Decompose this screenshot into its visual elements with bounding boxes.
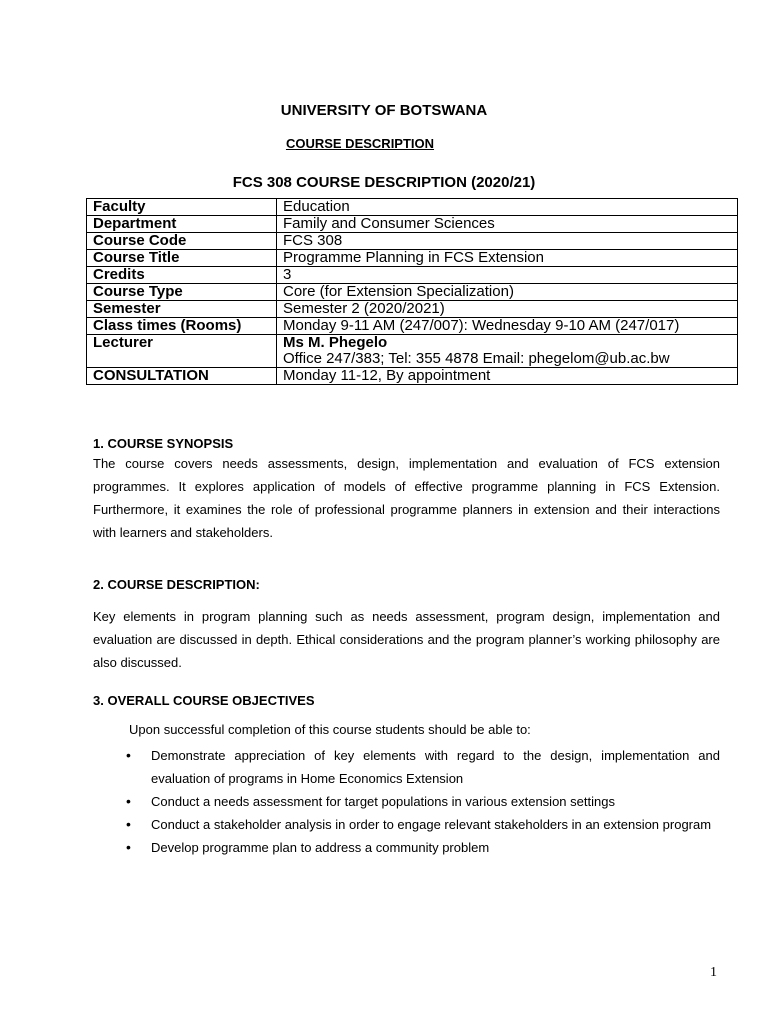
table-row-course-type bbox=[87, 284, 738, 301]
department-label: Department bbox=[87, 216, 277, 233]
credits-value: 3 bbox=[277, 267, 738, 284]
table-row-lecturer bbox=[87, 335, 738, 368]
objective-text: Develop programme plan to address a community problem bbox=[151, 840, 490, 855]
credits-label: Credits bbox=[87, 267, 277, 284]
course-title-value: Programme Planning in FCS Extension bbox=[277, 250, 738, 267]
list-item bbox=[93, 790, 720, 813]
course-type-label: Course Type bbox=[87, 284, 277, 301]
course-synopsis-heading: 1. COURSE SYNOPSIS bbox=[93, 436, 234, 451]
course-type-value: Core (for Extension Specialization) bbox=[277, 284, 738, 301]
course-objectives-intro: Upon successful completion of this course students should be able to: bbox=[129, 722, 531, 737]
semester-value: Semester 2 (2020/2021) bbox=[277, 301, 738, 318]
table-row-consultation bbox=[87, 368, 738, 385]
course-info-table bbox=[86, 198, 738, 385]
semester-label: Semester bbox=[87, 301, 277, 318]
consultation-value: Monday 11-12, By appointment bbox=[277, 368, 738, 385]
course-description-heading: 2. COURSE DESCRIPTION: bbox=[93, 577, 260, 592]
course-objectives-heading: 3. OVERALL COURSE OBJECTIVES bbox=[93, 693, 315, 708]
university-name: UNIVERSITY OF BOTSWANA bbox=[280, 102, 488, 119]
objective-text: Conduct a needs assessment for target populations in various extension settings bbox=[151, 794, 615, 809]
table-row-credits bbox=[87, 267, 738, 284]
table-row-course-code bbox=[87, 233, 738, 250]
bullet-icon: • bbox=[126, 793, 131, 809]
class-times-value: Monday 9-11 AM (247/007): Wednesday 9-10 AM (247/017) bbox=[277, 318, 738, 335]
bullet-icon: • bbox=[126, 816, 131, 832]
lecturer-name: Ms M. Phegelo bbox=[283, 334, 388, 351]
consultation-label: CONSULTATION bbox=[87, 368, 277, 385]
class-times-label: Class times (Rooms) bbox=[87, 318, 277, 335]
bullet-icon: • bbox=[126, 747, 131, 763]
faculty-value: Education bbox=[277, 199, 738, 216]
department-value: Family and Consumer Sciences bbox=[277, 216, 738, 233]
objective-text: Conduct a stakeholder analysis in order to engage relevant stakeholders in an extension program bbox=[151, 817, 712, 832]
lecturer-contact: Office 247/383; Tel: 355 4878 Email: phegelom@ub.ac.bw bbox=[283, 350, 670, 367]
table-row-class-times bbox=[87, 318, 738, 335]
list-item bbox=[93, 813, 720, 836]
table-row-course-title bbox=[87, 250, 738, 267]
list-item bbox=[93, 744, 720, 790]
list-item bbox=[93, 836, 720, 859]
document-subtitle: COURSE DESCRIPTION bbox=[285, 136, 435, 151]
course-code-value: FCS 308 bbox=[277, 233, 738, 250]
faculty-label: Faculty bbox=[87, 199, 277, 216]
bullet-icon: • bbox=[126, 839, 131, 855]
objectives-list bbox=[93, 744, 720, 859]
course-title-label: Course Title bbox=[87, 250, 277, 267]
course-description-text: Key elements in program planning such as needs assessment, program design, implementation and evaluation are discussed in depth. Ethical considerations and the program planner’s working philosophy are also discussed. bbox=[93, 609, 720, 670]
course-heading: FCS 308 COURSE DESCRIPTION (2020/21) bbox=[232, 174, 536, 191]
course-synopsis-text: The course covers needs assessments, design, implementation and evaluation of FCS extension programmes. It explores application of models of effective programme planning in FCS Extension. Furthermore, it examines the role of professional programme planners in extension and their interactions with learners and stakeholders. bbox=[93, 456, 720, 540]
objective-text: Demonstrate appreciation of key elements with regard to the design, implementation and evaluation of programs in Home Economics Extension bbox=[151, 748, 720, 786]
page-number: 1 bbox=[710, 965, 717, 980]
lecturer-label: Lecturer bbox=[87, 335, 277, 368]
table-row-semester bbox=[87, 301, 738, 318]
table-row-department bbox=[87, 216, 738, 233]
table-row-faculty bbox=[87, 199, 738, 216]
course-code-label: Course Code bbox=[87, 233, 277, 250]
lecturer-value bbox=[277, 335, 738, 368]
